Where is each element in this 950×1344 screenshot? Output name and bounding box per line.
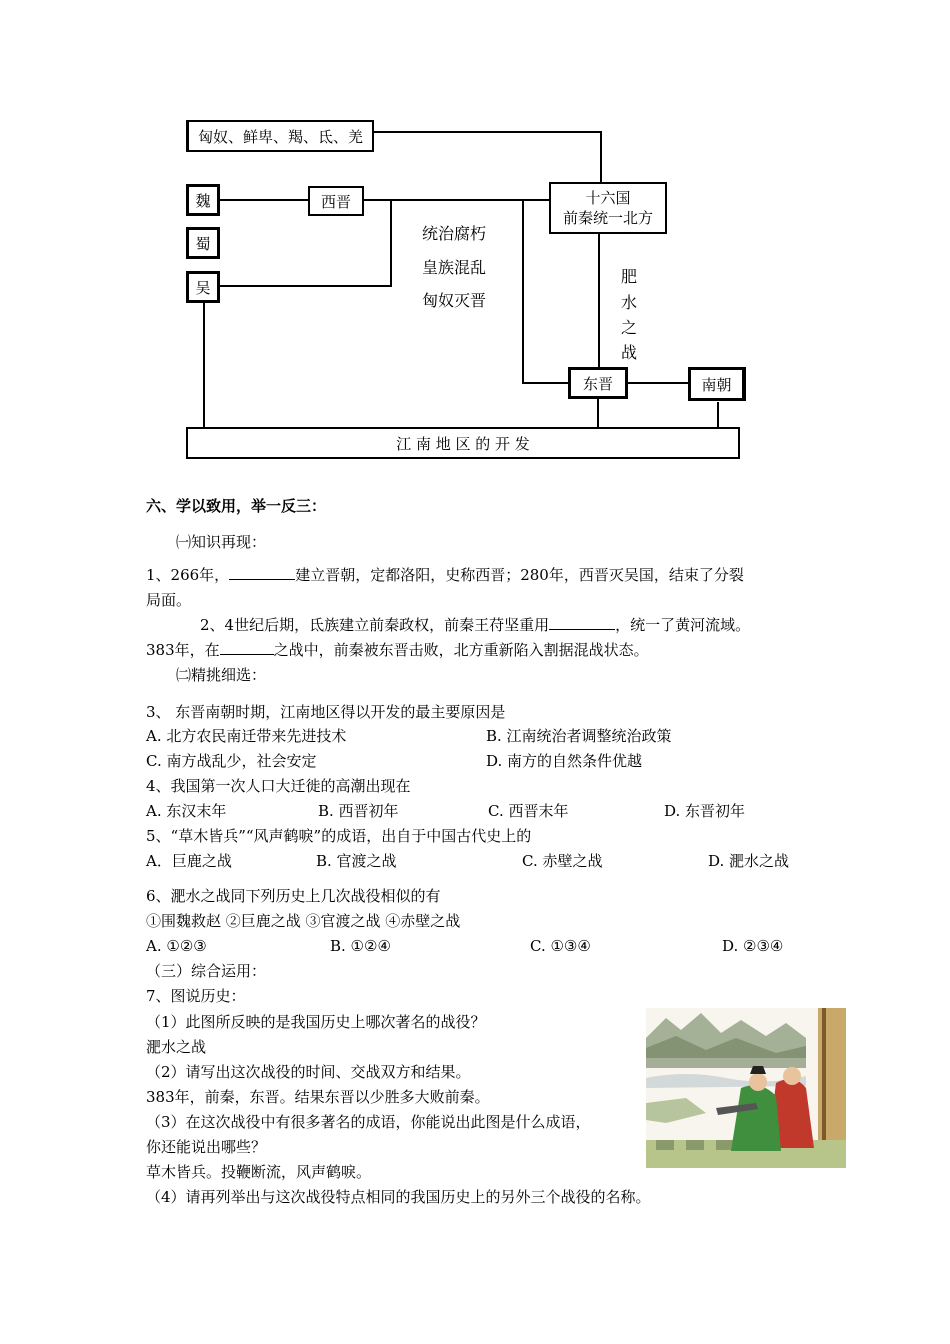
part-title: （三）综合运用：: [146, 962, 267, 980]
option-b[interactable]: B. ①②④: [330, 937, 391, 955]
question-1: [146, 565, 744, 585]
feishui-char: 肥: [620, 267, 637, 286]
connector: [600, 131, 602, 183]
connector: [626, 382, 688, 384]
q2-text: 2、4世纪后期，氐族建立前秦政权，前秦王苻坚重用: [200, 616, 550, 634]
connector: [372, 131, 602, 133]
connector: [522, 199, 524, 384]
option-b[interactable]: B. 西晋初年: [318, 802, 399, 820]
question-4-stem: 4、我国第一次人口大迁徙的高潮出现在: [146, 777, 411, 795]
option-c[interactable]: C. ①③④: [530, 937, 591, 955]
former-qin-label: 前秦统一北方: [562, 209, 653, 227]
q2-text: ，统一了黄河流域。: [615, 616, 751, 634]
jiangnan-development-box: 江 南 地 区 的 开 发: [186, 427, 740, 459]
reason-text: 统治腐朽: [422, 224, 487, 243]
question-1-cont: 局面。: [146, 591, 192, 609]
sixteen-kingdoms-box: [549, 182, 667, 234]
feishui-char: 战: [620, 343, 637, 362]
connector: [203, 300, 205, 428]
dongjin-box: 东晋: [568, 367, 628, 399]
q2-text: 之战中，前秦被东晋击败，北方重新陷入割据混战状态。: [273, 641, 649, 659]
option-a[interactable]: A．巨鹿之战: [146, 852, 232, 870]
connector: [717, 402, 719, 428]
option-a[interactable]: A. ①②③: [146, 937, 207, 955]
question-5-stem: 5、“草木皆兵”“风声鹤唳”的成语，出自于中国古代史上的: [146, 827, 532, 845]
battle-illustration: [646, 1008, 846, 1168]
option-c[interactable]: C. 赤壁之战: [522, 852, 603, 870]
connector: [597, 398, 599, 428]
option-a[interactable]: A. 北方农民南迁带来先进技术: [146, 727, 347, 745]
answer-blank[interactable]: [229, 565, 295, 580]
option-a[interactable]: A. 东汉末年: [146, 802, 227, 820]
wei-box: 魏: [186, 184, 220, 216]
q7-sub-question: （1）此图所反映的是我国历史上哪次著名的战役？: [146, 1013, 486, 1031]
connector: [390, 199, 392, 287]
section-title: 六、学以致用，举一反三：: [146, 497, 327, 515]
q7-sub-question: （3）在这次战役中有很多著名的成语，你能说出此图是什么成语，: [146, 1113, 591, 1131]
xijin-box: 西晋: [308, 186, 364, 216]
connector: [598, 234, 600, 369]
reason-text: 匈奴灭晋: [422, 291, 487, 310]
answer-blank[interactable]: [220, 640, 274, 655]
q7-sub-question: （2）请写出这次战役的时间、交战双方和结果。: [146, 1063, 471, 1081]
option-b[interactable]: B. 官渡之战: [316, 852, 397, 870]
history-flow-diagram: [0, 0, 950, 470]
connector: [522, 382, 570, 384]
q1-text: 建立晋朝，定都洛阳，史称西晋；280年，西晋灭吴国，结束了分裂: [295, 566, 744, 584]
tribes-box: 匈奴、鲜卑、羯、氐、羌: [186, 120, 374, 152]
wu-box: 吴: [186, 271, 220, 303]
option-d[interactable]: D. 南方的自然条件优越: [486, 752, 643, 770]
feishui-char: 水: [620, 293, 637, 312]
sixteen-kingdoms-label: 十六国: [585, 189, 631, 207]
option-c[interactable]: C. 南方战乱少，社会安定: [146, 752, 317, 770]
q7-sub-question: 你还能说出哪些？: [146, 1138, 267, 1156]
question-2: [200, 615, 750, 635]
option-d[interactable]: D. 淝水之战: [708, 852, 790, 870]
q7-sub-question: （4）请再列举出与这次战役特点相同的我国历史上的另外三个战役的名称。: [146, 1188, 651, 1206]
q1-text: 1、266年，: [146, 566, 230, 584]
answer-blank[interactable]: [549, 615, 615, 630]
question-2-cont: [146, 640, 649, 660]
question-7-stem: 7、图说历史：: [146, 987, 246, 1005]
question-6-stem: 6、淝水之战同下列历史上几次战役相似的有: [146, 887, 441, 905]
option-d[interactable]: D. 东晋初年: [664, 802, 746, 820]
shu-box: 蜀: [186, 227, 220, 259]
feishui-char: 之: [620, 318, 637, 337]
reason-text: 皇族混乱: [422, 258, 487, 277]
q7-answer: 淝水之战: [146, 1038, 207, 1056]
q7-answer: 草木皆兵。投鞭断流，风声鹤唳。: [146, 1163, 372, 1181]
question-3-stem: 3、 东晋南朝时期，江南地区得以开发的最主要原因是: [146, 703, 506, 721]
option-b[interactable]: B. 江南统治者调整统治政策: [486, 727, 672, 745]
q7-answer: 383年，前秦，东晋。结果东晋以少胜多大败前秦。: [146, 1088, 490, 1106]
part-title: ㈠知识再现：: [176, 533, 267, 551]
part-title: ㈡精挑细选：: [176, 666, 267, 684]
connector: [219, 199, 309, 201]
nanchao-box: 南朝: [688, 367, 746, 401]
connector: [219, 285, 392, 287]
question-6-items: ①围魏救赵 ②巨鹿之战 ③官渡之战 ④赤壁之战: [146, 912, 461, 930]
option-d[interactable]: D. ②③④: [722, 937, 784, 955]
q2-text: 383年，在: [146, 641, 220, 659]
option-c[interactable]: C. 西晋末年: [488, 802, 569, 820]
